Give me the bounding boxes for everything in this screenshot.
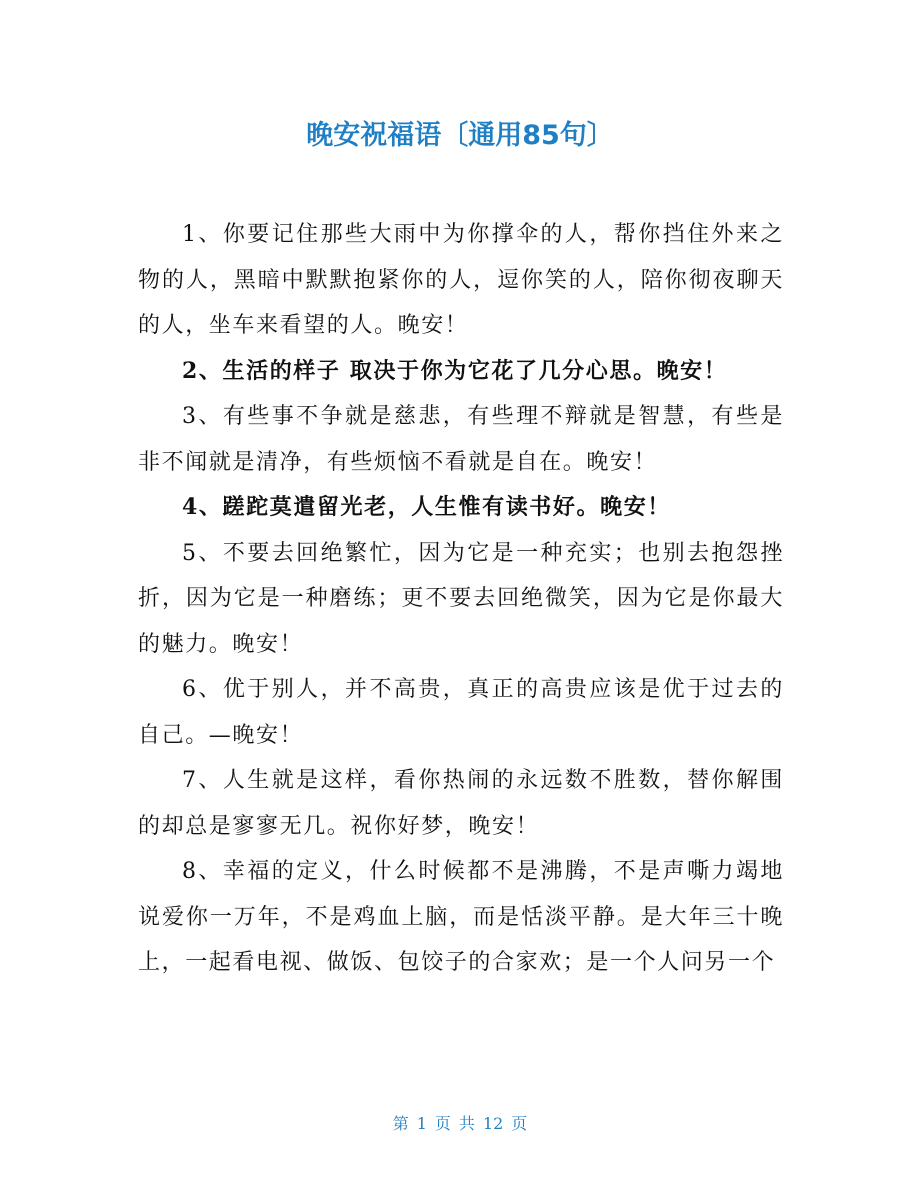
page-footer [0,1112,920,1136]
footer-total-pages: 12 [482,1114,504,1133]
document-title: 晚安祝福语〔通用85句〕 [306,120,614,151]
footer-di: 第 [392,1114,409,1133]
paragraph-1: 1、你要记住那些大雨中为你撑伞的人，帮你挡住外来之物的人，黑暗中默默抱紧你的人，逗你笑的人，陪你彻夜聊天的人，坐车来看望的人。晚安！ [138,222,784,338]
paragraph-3: 3、有些事不争就是慈悲，有些理不辩就是智慧，有些是非不闻就是清净，有些烦恼不看就是自在。晚安！ [138,404,784,475]
paragraph-7: 7、人生就是这样，看你热闹的永远数不胜数，替你解围的却总是寥寥无几。祝你好梦，晚安！ [138,768,784,839]
footer-page-number: 1 [416,1114,427,1133]
paragraph-8: 8、幸福的定义，什么时候都不是沸腾，不是声嘶力竭地说爱你一万年，不是鸡血上脑，而是恬淡平静。是大年三十晚上，一起看电视、做饭、包饺子的合家欢；是一个人问另一个 [138,859,784,975]
footer-ye: 页 [434,1114,451,1133]
paragraph-2: 2、生活的样子 取决于你为它花了几分心思。晚安！ [182,357,728,384]
footer-gong: 共 [458,1114,475,1133]
footer-ye-2: 页 [511,1114,528,1133]
paragraph-6: 6、优于别人，并不高贵，真正的高贵应该是优于过去的自己。—晚安！ [138,677,784,748]
paragraph-4: 4、蹉跎莫遣留光老，人生惟有读书好。晚安！ [182,494,671,520]
document-body [138,212,784,986]
paragraph-5: 5、不要去回绝繁忙，因为它是一种充实；也别去抱怨挫折，因为它是一种磨练；更不要去回绝微笑，因为它是你最大的魅力。晚安！ [138,540,784,657]
